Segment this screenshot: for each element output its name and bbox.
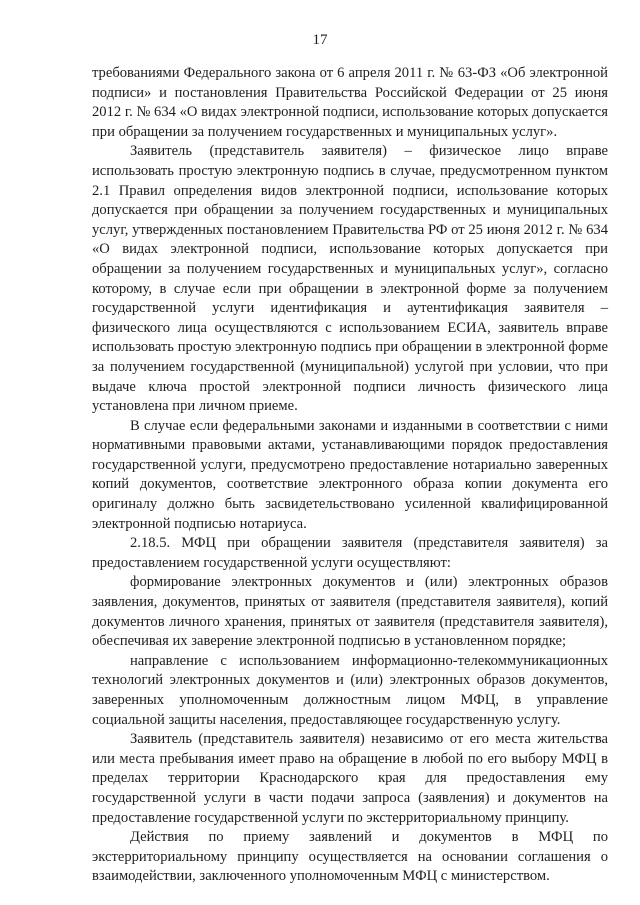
paragraph-simple-signature: Заявитель (представитель заявителя) – физическое лицо вправе использовать простую электронную подпись в случае, предусмотренном пунктом 2.1 Правил определения видов электронной подписи, использование которых допускается при обращении за получением государственных и муниципальных услуг, утвержденных постановлением Правительства РФ от 25 июня 2012 г. № 634 «О видах электронной подписи, использование которых допускается при обращении за получением государственных и муниципальных услуг», согласно которому, в случае если при обращении в электронной форме за получением государственной услуги идентификация и аутентификация заявителя – физического лица осуществляются с использованием ЕСИА, заявитель вправе использовать простую электронную подпись при обращении в электронной форме за получением государственной (муниципальной) услугой при условии, что при выдаче ключа простой электронной подписи личность физического лица установлена при личном приеме. bbox=[92, 143, 608, 415]
document-body bbox=[92, 64, 608, 887]
page-number: 17 bbox=[312, 32, 328, 48]
paragraph-continuation: требованиями Федерального закона от 6 апреля 2011 г. № 63-ФЗ «Об электронной подписи» и постановления Правительства Российской Федерации от 25 июня 2012 г. № 634 «О видах электронной подписи, использование которых допускается при обращении за получением государственных и муниципальных услуг». bbox=[92, 65, 609, 140]
paragraph-2-18-5: 2.18.5. МФЦ при обращении заявителя (представителя заявителя) за предоставлением государственной услуги осуществляют: bbox=[92, 535, 608, 571]
paragraph-electronic-sending: направление с использованием информационно-телекоммуникационных технологий электронных документов и (или) электронных образов документов, заверенных уполномоченным должностным лицом МФЦ, в управление социальной защиты населения, предоставляющее государственную услугу. bbox=[92, 652, 608, 728]
paragraph-extraterritorial-agreement: Действия по приему заявлений и документов в МФЦ по экстерриториальному принципу осуществляется на основании соглашения о взаимодействии, заключенного уполномоченным МФЦ с министерством. bbox=[92, 829, 608, 885]
paragraph-notarized-copies: В случае если федеральными законами и изданными в соответствии с ними нормативными правовыми актами, устанавливающими порядок предоставления государственной услуги, предусмотрено предоставление нотариально заверенных копий документов, соответствие электронного образа копии документа его оригиналу должно быть засвидетельствовано усиленной квалифицированной электронной подписью нотариуса. bbox=[92, 417, 608, 532]
paragraph-electronic-forming: формирование электронных документов и (или) электронных образов заявления, документов, принятых от заявителя (представителя заявителя), копий документов личного хранения, принятых от заявителя (представителя заявителя), обеспечивая их заверение электронной подписью в установленном порядке; bbox=[92, 574, 608, 650]
paragraph-extraterritorial-right: Заявитель (представитель заявителя) независимо от его места жительства или места пребывания имеет право на обращение в любой по его выбору МФЦ в пределах территории Краснодарского края для предоставления ему государственной услуги в части подачи запроса (заявления) и документов на предоставление государственной услуги по экстерриториальному принципу. bbox=[92, 731, 608, 826]
